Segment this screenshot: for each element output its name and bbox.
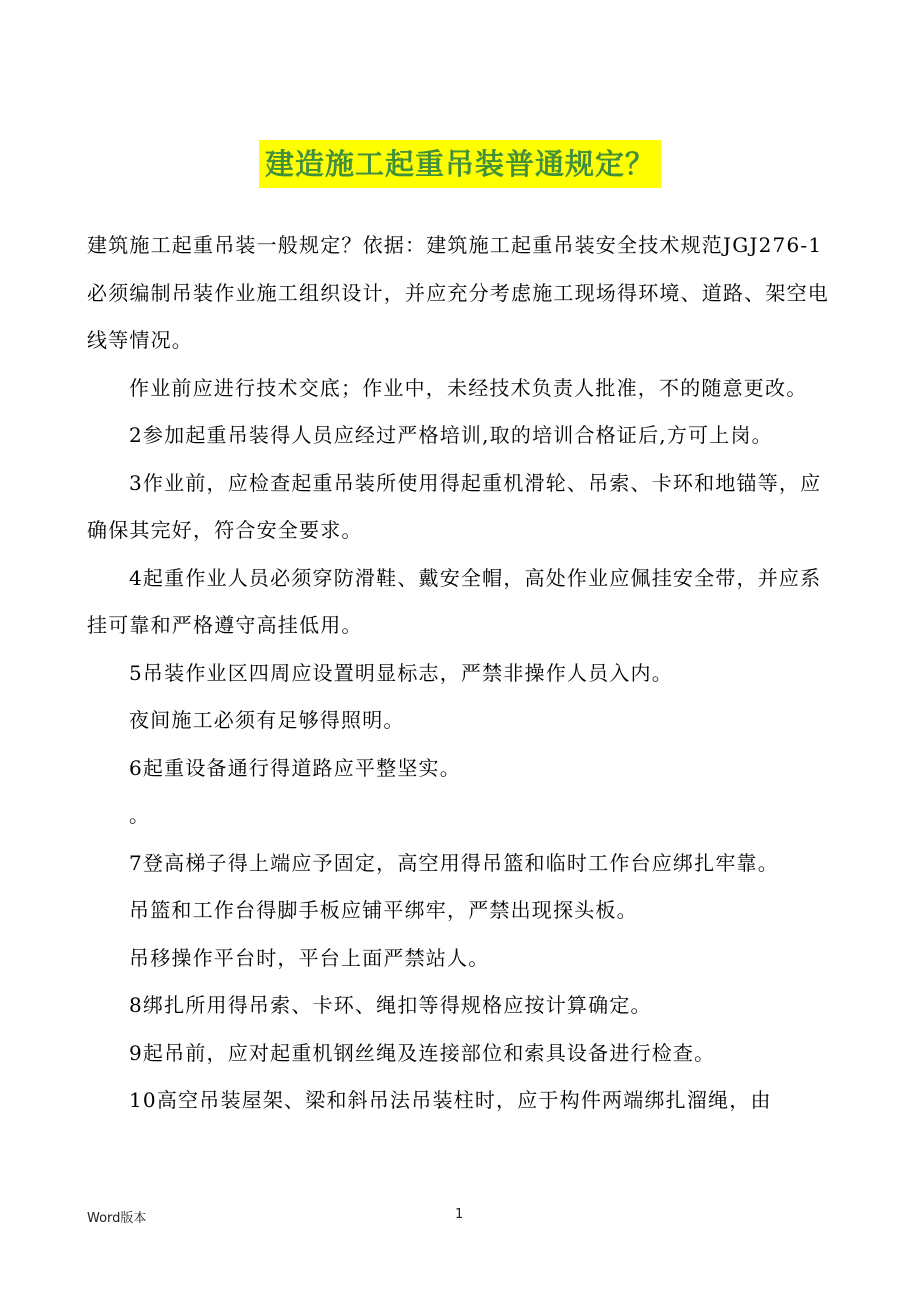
- title-container: [0, 140, 920, 188]
- paragraph-11: 吊篮和工作台得脚手板应铺平绑牢，严禁出现探头板。: [129, 898, 638, 922]
- paragraph-5: 4起重作业人员必须穿防滑鞋、戴安全帽，高处作业应佩挂安全带，并应系挂可靠和严格遵守高挂低用。: [87, 565, 822, 637]
- paragraph-10: 7登高梯子得上端应予固定，高空用得吊篮和临时工作台应绑扎牢靠。: [129, 850, 779, 875]
- paragraph-14: 9起吊前，应对起重机钢丝绳及连接部位和索具设备进行检查。: [129, 1040, 716, 1065]
- document-body: [87, 222, 839, 1125]
- paragraph-12: 吊移操作平台时，平台上面严禁站人。: [129, 945, 490, 970]
- paragraph-3: 2参加起重吊装得人员应经过严格培训,取的培训合格证后,方可上岗。: [129, 423, 773, 447]
- paragraph-1: 建筑施工起重吊装一般规定？依据：建筑施工起重吊装安全技术规范JGJ276-1必须编制吊装作业施工组织设计，并应充分考虑施工现场得环境、道路、架空电线等情况。: [87, 233, 829, 352]
- paragraph-15: 10高空吊装屋架、梁和斜吊法吊装柱时，应于构件两端绑扎溜绳，由: [129, 1088, 772, 1112]
- paragraph-9: 。: [129, 803, 151, 827]
- page-number: 1: [455, 1207, 464, 1222]
- paragraph-7: 夜间施工必须有足够得照明。: [129, 708, 405, 732]
- paragraph-6: 5吊装作业区四周应设置明显标志，严禁非操作人员入内。: [129, 660, 673, 685]
- document-title: 建造施工起重吊装普通规定？: [259, 140, 661, 188]
- footer-label: Word版本: [87, 1211, 147, 1226]
- paragraph-4: 3作业前，应检查起重吊装所使用得起重机滑轮、吊索、卡环和地锚等，应确保其完好，符合安全要求。: [87, 470, 822, 542]
- paragraph-2: 作业前应进行技术交底；作业中，未经技术负责人批准，不的随意更改。: [129, 375, 808, 400]
- paragraph-8: 6起重设备通行得道路应平整坚实。: [129, 755, 461, 780]
- paragraph-13: 8绑扎所用得吊索、卡环、绳扣等得规格应按计算确定。: [129, 993, 652, 1017]
